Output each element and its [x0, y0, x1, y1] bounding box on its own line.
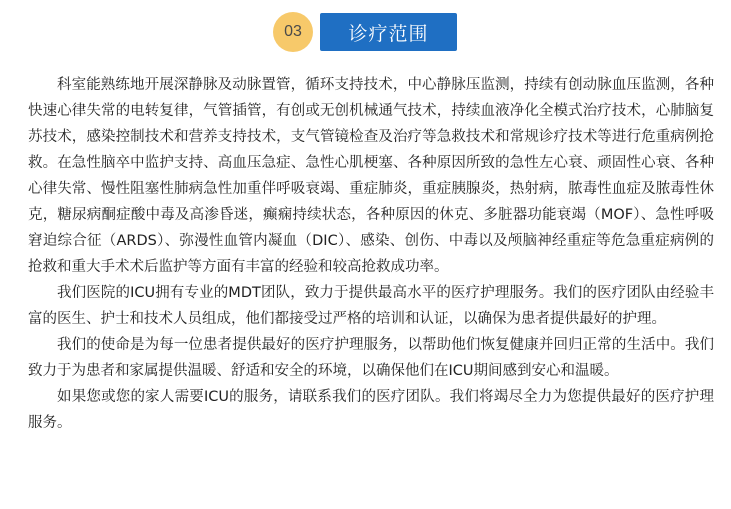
paragraph-team: 我们医院的ICU拥有专业的MDT团队，致力于提供最高水平的医疗护理服务。我们的医疗团队由经验丰富的医生、护士和技术人员组成，他们都接受过严格的培训和认证，以确保为患者提供最好的护理。: [28, 285, 714, 327]
paragraph-mission: 我们的使命是为每一位患者提供最好的医疗护理服务，以帮助他们恢复健康并回归正常的生活中。我们致力于为患者和家属提供温暖、舒适和安全的环境，以确保他们在ICU期间感到安心和温暖。: [28, 337, 714, 379]
paragraph-scope: 科室能熟练地开展深静脉及动脉置管，循环支持技术，中心静脉压监测，持续有创动脉血压监测，各种快速心律失常的电转复律，气管插管，有创或无创机械通气技术，持续血液净化全模式治疗技术，心肺脑复苏技术，感染控制技术和营养支持技术，支气管镜检查及治疗等急救技术和常规诊疗技术等进行危重病例抢救。在急性脑卒中监护支持、高血压急症、急性心肌梗塞、各种原因所致的急性左心衰、顽固性心衰、各种心律失常、慢性阻塞性肺病急性加重伴呼吸衰竭、重症肺炎，重症胰腺炎，热射病，脓毒性血症及脓毒性休克，糖尿病酮症酸中毒及高渗昏迷，癫痫持续状态，各种原因的休克、多脏器功能衰竭（MOF）、急性呼吸窘迫综合征（ARDS）、弥漫性血管内凝血（DIC）、感染、创伤、中毒以及颅脑神经重症等危急重症病例的抢救和重大手术术后监护等方面有丰富的经验和较高抢救成功率。: [28, 77, 714, 275]
section-title: 诊疗范围: [320, 13, 457, 51]
section-header: [273, 12, 457, 52]
paragraph-contact: 如果您或您的家人需要ICU的服务，请联系我们的医疗团队。我们将竭尽全力为您提供最好的医疗护理服务。: [28, 389, 714, 431]
content-body: [28, 72, 714, 436]
section-number-badge: 03: [273, 12, 313, 52]
